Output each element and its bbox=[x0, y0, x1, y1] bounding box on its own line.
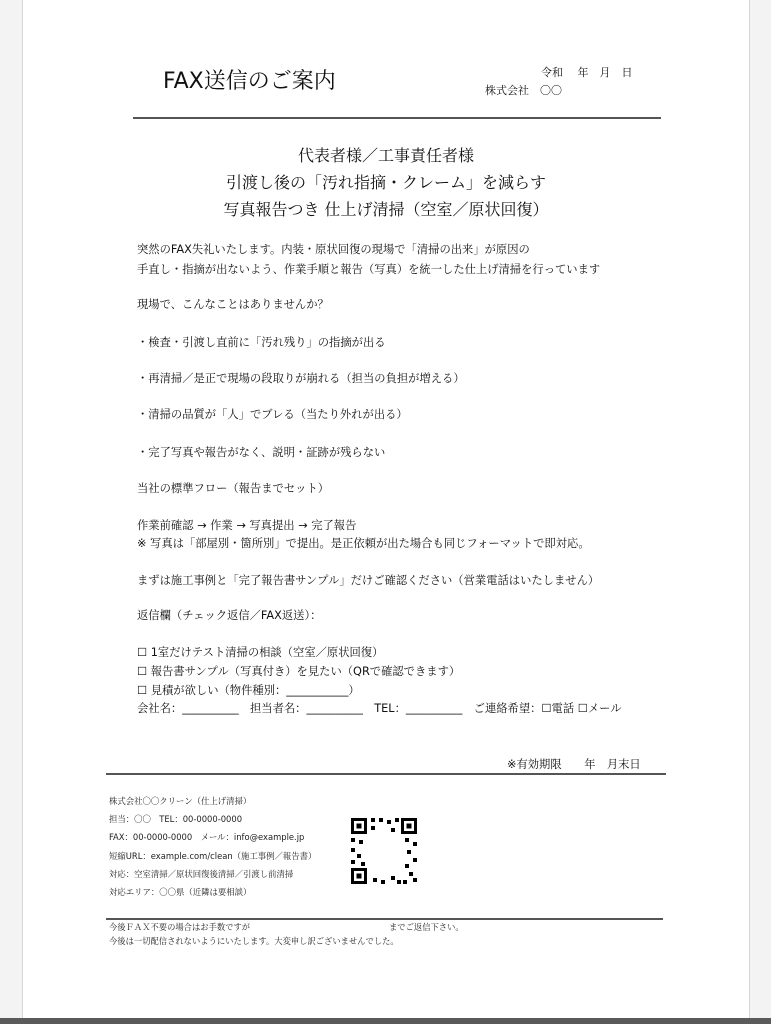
reply-heading: 返信欄（チェック返信／FAX返送）： bbox=[137, 609, 322, 622]
problems-heading: 現場で、こんなことはありませんか？ bbox=[137, 298, 329, 311]
footer-contact-fax-mail: FAX：00-0000-0000 メール：info@example.jp bbox=[109, 832, 305, 842]
headline-recipient: 代表者様／工事責任者様 bbox=[297, 146, 474, 165]
intro-line-1: 突然のFAX失礼いたします。内装・原状回復の現場で「清掃の出来」が原因の bbox=[137, 243, 530, 256]
problem-item: ・完了写真や報告がなく、説明・証跡が残らない bbox=[137, 446, 386, 459]
problem-item: ・再清掃／是正で現場の段取りが崩れる（担当の負担が増える） bbox=[137, 372, 465, 385]
fax-page bbox=[22, 0, 750, 1018]
reply-option-report-sample[interactable]: ☐ 報告書サンプル（写真付き）を見たい（QRで確認できます） bbox=[137, 665, 461, 678]
header-divider bbox=[133, 117, 661, 119]
cta-text: まずは施工事例と「完了報告書サンプル」だけご確認ください（営業電話はいたしません） bbox=[137, 574, 600, 587]
validity-note: ※有効期限 年 月末日 bbox=[507, 758, 641, 771]
footer-url: 短縮URL：example.com/clean（施工事例／報告書） bbox=[109, 851, 317, 861]
footer-services: 対応：空室清掃／原状回復後清掃／引渡し前清掃 bbox=[109, 869, 294, 879]
reply-fields[interactable]: 会社名：__________ 担当者名：__________ TEL：__________ ご連絡希望：☐電話 ☐メール bbox=[137, 702, 622, 715]
optout-line-1-right: までご返信下さい。 bbox=[389, 922, 464, 932]
reply-option-test-cleaning[interactable]: ☐ 1室だけテスト清掃の相談（空室／原状回復） bbox=[137, 646, 384, 659]
problem-item: ・清掃の品質が「人」でブレる（当たり外れが出る） bbox=[137, 408, 408, 421]
flow-note: ※ 写真は「部屋別・箇所別」で提出。是正依頼が出た場合も同じフォーマットで即対応。 bbox=[137, 537, 590, 550]
footer-divider bbox=[106, 773, 666, 775]
headline-main: 引渡し後の「汚れ指摘・クレーム」を減らす bbox=[225, 173, 546, 192]
footer-contact-tel: 担当：〇〇 TEL：00-0000-0000 bbox=[109, 814, 243, 824]
window-bottom-bar bbox=[0, 1018, 771, 1024]
flow-steps: 作業前確認 → 作業 → 写真提出 → 完了報告 bbox=[137, 519, 357, 532]
page-title: FAX送信のご案内 bbox=[163, 69, 336, 94]
footer-area: 対応エリア：〇〇県（近隣は要相談） bbox=[109, 887, 252, 897]
optout-divider bbox=[106, 918, 663, 920]
qr-code-icon[interactable] bbox=[351, 818, 417, 884]
sender-company: 株式会社 〇〇 bbox=[485, 84, 562, 97]
reply-option-estimate[interactable]: ☐ 見積が欲しい（物件種別：___________） bbox=[137, 684, 360, 697]
date-field: 令和 年 月 日 bbox=[541, 66, 633, 79]
optout-line-1-left: 今後ＦＡＸ不要の場合はお手数ですが bbox=[109, 922, 251, 932]
headline-service: 写真報告つき 仕上げ清掃（空室／原状回復） bbox=[223, 200, 549, 219]
problem-item: ・検査・引渡し直前に「汚れ残り」の指摘が出る bbox=[137, 336, 386, 349]
footer-company: 株式会社〇〇クリーン（仕上げ清掃） bbox=[109, 796, 252, 806]
flow-heading: 当社の標準フロー（報告までセット） bbox=[137, 482, 330, 495]
intro-line-2: 手直し・指摘が出ないよう、作業手順と報告（写真）を統一した仕上げ清掃を行っています bbox=[137, 263, 601, 276]
optout-line-2: 今後は一切配信されないようにいたします。大変申し訳ございませんでした。 bbox=[109, 936, 399, 946]
